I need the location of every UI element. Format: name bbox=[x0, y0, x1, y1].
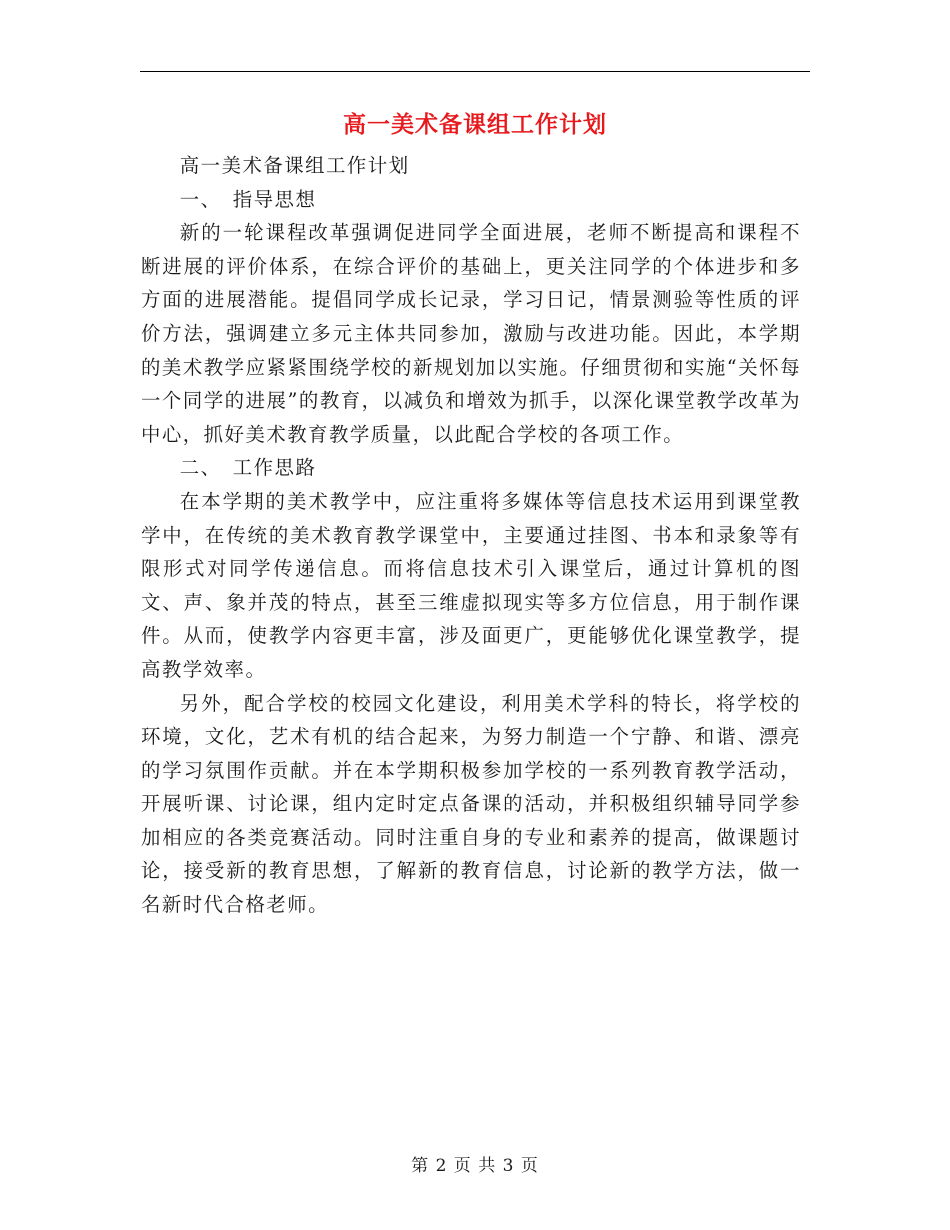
header-rule bbox=[140, 71, 810, 72]
body-paragraph: 另外，配合学校的校园文化建设，利用美术学科的特长，将学校的环境，文化，艺术有机的结合起来，为努力制造一个宁静、和谐、漂亮的学习氛围作贡献。并在本学期积极参加学校的一系列教育教学活动，开展听课、讨论课，组内定时定点备课的活动，并积极组织辅导同学参加相应的各类竞赛活动。同时注重自身的专业和素养的提高，做课题讨论，接受新的教育思想，了解新的教育信息，讨论新的教学方法，做一名新时代合格老师。 bbox=[141, 691, 801, 917]
subtitle-paragraph: 高一美术备课组工作计划 bbox=[179, 154, 410, 177]
section-heading-guiding-ideology: 一、 指导思想 bbox=[179, 187, 317, 211]
document-title: 高一美术备课组工作计划 bbox=[343, 111, 607, 138]
document-body bbox=[141, 149, 801, 922]
page-number-label: 第 2 页 共 3 页 bbox=[411, 1156, 539, 1176]
body-paragraph: 在本学期的美术教学中，应注重将多媒体等信息技术运用到课堂教学中，在传统的美术教育教学课堂中，主要通过挂图、书本和录象等有限形式对同学传递信息。而将信息技术引入课堂后，通过计算机的图文、声、象并茂的特点，甚至三维虚拟现实等多方位信息，用于制作课件。从而，使教学内容更丰富，涉及面更广，更能够优化课堂教学，提高教学效率。 bbox=[141, 489, 801, 681]
section-heading-work-approach: 二、 工作思路 bbox=[179, 456, 317, 480]
page-footer bbox=[0, 1154, 950, 1178]
body-paragraph: 新的一轮课程改革强调促进同学全面进展，老师不断提高和课程不断进展的评价体系，在综合评价的基础上，更关注同学的个体进步和多方面的进展潜能。提倡同学成长记录，学习日记，情景测验等性质的评价方法，强调建立多元主体共同参加，激励与改进功能。因此，本学期的美术教学应紧紧围绕学校的新规划加以实施。仔细贯彻和实施“关怀每一个同学的进展”的教育，以减负和增效为抓手，以深化课堂教学改革为中心，抓好美术教育教学质量，以此配合学校的各项工作。 bbox=[141, 221, 801, 446]
